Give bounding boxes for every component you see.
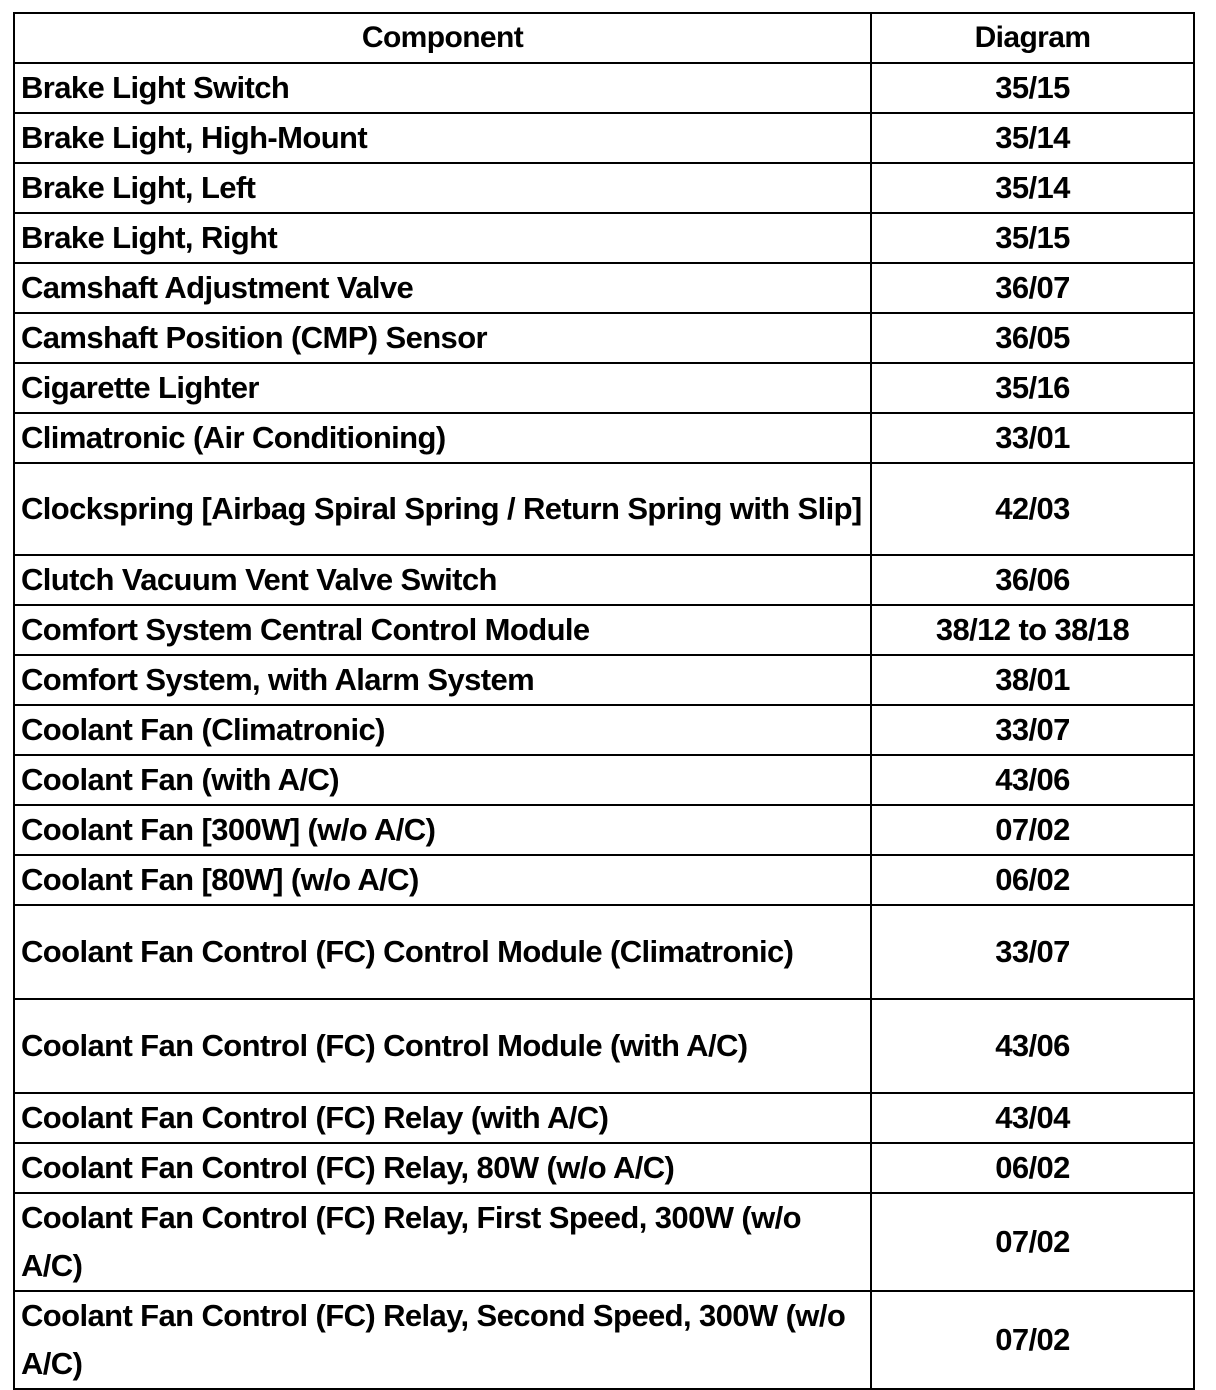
diagram-cell: 06/02	[871, 1143, 1194, 1193]
component-cell: Coolant Fan Control (FC) Relay (with A/C)	[14, 1093, 871, 1143]
component-cell: Coolant Fan [80W] (w/o A/C)	[14, 855, 871, 905]
component-cell: Clutch Vacuum Vent Valve Switch	[14, 555, 871, 605]
component-cell: Coolant Fan (with A/C)	[14, 755, 871, 805]
diagram-cell: 35/14	[871, 113, 1194, 163]
table-row	[14, 363, 1194, 413]
diagram-cell: 07/02	[871, 805, 1194, 855]
diagram-cell: 33/07	[871, 705, 1194, 755]
diagram-cell: 35/14	[871, 163, 1194, 213]
diagram-cell: 07/02	[871, 1291, 1194, 1389]
component-cell: Clockspring [Airbag Spiral Spring / Return Spring with Slip]	[14, 463, 871, 555]
table-row	[14, 655, 1194, 705]
component-cell: Brake Light Switch	[14, 63, 871, 113]
diagram-cell: 43/04	[871, 1093, 1194, 1143]
component-cell: Cigarette Lighter	[14, 363, 871, 413]
table-row	[14, 1291, 1194, 1389]
table-row	[14, 213, 1194, 263]
diagram-cell: 35/16	[871, 363, 1194, 413]
diagram-cell: 42/03	[871, 463, 1194, 555]
diagram-cell: 38/01	[871, 655, 1194, 705]
diagram-cell: 07/02	[871, 1193, 1194, 1291]
table-row	[14, 905, 1194, 999]
component-cell: Comfort System, with Alarm System	[14, 655, 871, 705]
table-row	[14, 805, 1194, 855]
table-row	[14, 163, 1194, 213]
table-row	[14, 313, 1194, 363]
diagram-cell: 06/02	[871, 855, 1194, 905]
component-cell: Coolant Fan Control (FC) Relay, First Speed, 300W (w/o A/C)	[14, 1193, 871, 1291]
table-row	[14, 63, 1194, 113]
table-row	[14, 605, 1194, 655]
component-diagram-table	[13, 12, 1195, 1390]
table-row	[14, 999, 1194, 1093]
component-cell: Camshaft Adjustment Valve	[14, 263, 871, 313]
component-cell: Brake Light, Left	[14, 163, 871, 213]
header-row	[14, 13, 1194, 63]
diagram-cell: 43/06	[871, 999, 1194, 1093]
table-row	[14, 1093, 1194, 1143]
table-row	[14, 705, 1194, 755]
table-row	[14, 1193, 1194, 1291]
diagram-cell: 36/06	[871, 555, 1194, 605]
component-cell: Brake Light, High-Mount	[14, 113, 871, 163]
component-cell: Comfort System Central Control Module	[14, 605, 871, 655]
diagram-cell: 43/06	[871, 755, 1194, 805]
diagram-cell: 36/07	[871, 263, 1194, 313]
diagram-cell: 38/12 to 38/18	[871, 605, 1194, 655]
diagram-cell: 36/05	[871, 313, 1194, 363]
table-row	[14, 263, 1194, 313]
component-cell: Coolant Fan Control (FC) Relay, Second Speed, 300W (w/o A/C)	[14, 1291, 871, 1389]
table-row	[14, 555, 1194, 605]
column-header-diagram: Diagram	[871, 13, 1194, 63]
table-row	[14, 855, 1194, 905]
table-row	[14, 1143, 1194, 1193]
component-cell: Coolant Fan [300W] (w/o A/C)	[14, 805, 871, 855]
component-cell: Climatronic (Air Conditioning)	[14, 413, 871, 463]
component-cell: Camshaft Position (CMP) Sensor	[14, 313, 871, 363]
diagram-cell: 35/15	[871, 63, 1194, 113]
column-header-component: Component	[14, 13, 871, 63]
component-cell: Coolant Fan Control (FC) Control Module (Climatronic)	[14, 905, 871, 999]
diagram-cell: 33/07	[871, 905, 1194, 999]
table-row	[14, 463, 1194, 555]
table-row	[14, 113, 1194, 163]
table-row	[14, 413, 1194, 463]
component-cell: Coolant Fan (Climatronic)	[14, 705, 871, 755]
component-cell: Coolant Fan Control (FC) Control Module (with A/C)	[14, 999, 871, 1093]
diagram-cell: 35/15	[871, 213, 1194, 263]
table-row	[14, 755, 1194, 805]
component-cell: Brake Light, Right	[14, 213, 871, 263]
component-cell: Coolant Fan Control (FC) Relay, 80W (w/o A/C)	[14, 1143, 871, 1193]
diagram-cell: 33/01	[871, 413, 1194, 463]
